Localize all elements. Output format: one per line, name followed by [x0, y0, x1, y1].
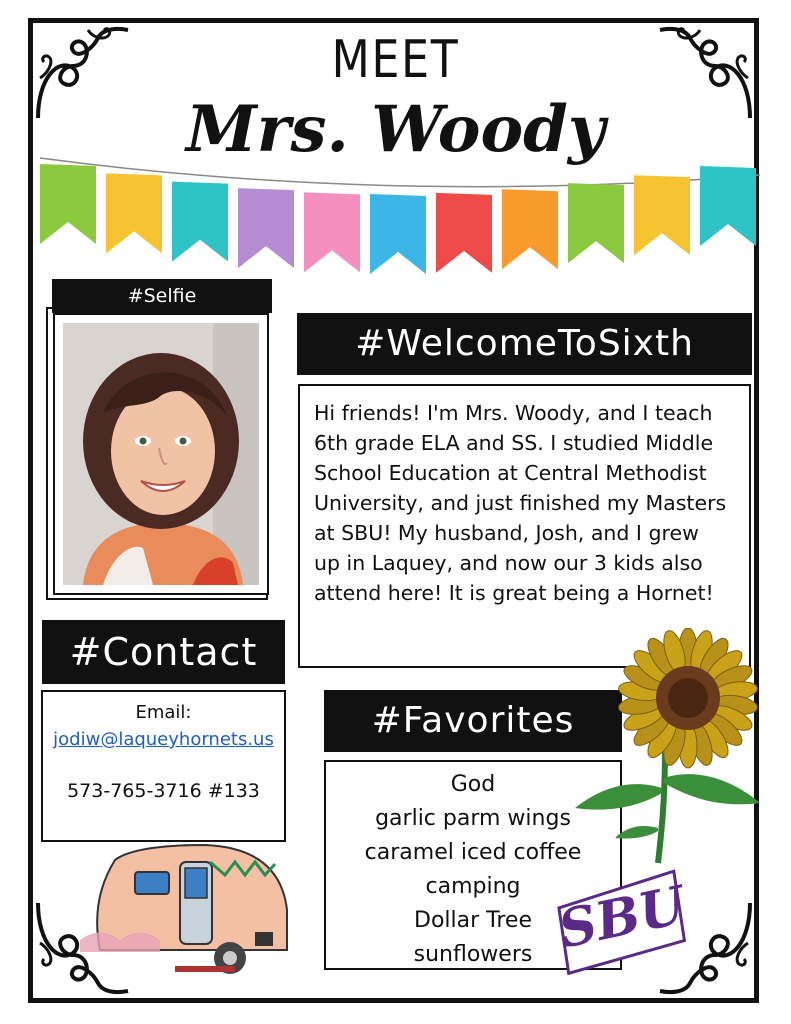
welcome-line: attend here! It is great being a Hornet!: [314, 581, 714, 605]
camper-illustration: [75, 840, 300, 980]
pennant-flag: [436, 193, 492, 273]
welcome-line: Hi friends! I'm Mrs. Woody, and I teach: [314, 401, 713, 425]
selfie-frame: [53, 313, 269, 595]
teacher-selfie-photo: [63, 323, 259, 585]
favorite-item: God: [450, 772, 496, 797]
pennant-flag: [700, 166, 756, 246]
favorite-item: camping: [425, 874, 521, 899]
email-link[interactable]: jodiw@laqueyhornets.us: [53, 729, 274, 750]
pennant-flag: [502, 189, 558, 269]
favorites-heading: #Favorites: [371, 700, 575, 741]
contact-heading: #Contact: [69, 630, 258, 674]
pennant-flag: [238, 188, 294, 268]
welcome-line: University, and just finished my Masters: [314, 491, 727, 515]
meet-heading: MEET: [331, 30, 460, 90]
sunflower-illustration: [570, 628, 770, 868]
teacher-name-heading: Mrs. Woody: [185, 92, 606, 167]
pennant-flag: [40, 164, 96, 244]
welcome-line: 6th grade ELA and SS. I studied Middle: [314, 431, 714, 455]
sbu-logo-text: SBU: [553, 874, 691, 961]
contact-box: [41, 690, 286, 842]
phone-number: 573-765-3716 #133: [67, 780, 260, 802]
pennant-flag: [634, 175, 690, 255]
email-label: Email:: [135, 702, 192, 723]
favorite-item: sunflowers: [413, 942, 533, 967]
favorite-item: Dollar Tree: [414, 908, 532, 933]
welcome-line: up in Laquey, and now our 3 kids also: [314, 551, 703, 575]
contact-heading-bar: [42, 620, 285, 684]
favorite-item: garlic parm wings: [375, 806, 571, 831]
pennant-flag: [304, 192, 360, 272]
welcome-text-box: [298, 384, 751, 668]
welcome-heading-bar: [297, 313, 752, 375]
selfie-label: #Selfie: [127, 285, 197, 307]
welcome-heading: #WelcomeToSixth: [355, 323, 694, 364]
pennant-flag: [568, 183, 624, 263]
welcome-line: at SBU! My husband, Josh, and I grew: [314, 521, 699, 545]
pennant-flag: [172, 182, 228, 262]
pennant-banner: [0, 150, 791, 300]
welcome-paragraph: [300, 386, 749, 616]
pennant-flag: [106, 173, 162, 253]
pennant-flag: [370, 194, 426, 274]
welcome-line: School Education at Central Methodist: [314, 461, 707, 485]
favorite-item: caramel iced coffee: [364, 840, 582, 865]
